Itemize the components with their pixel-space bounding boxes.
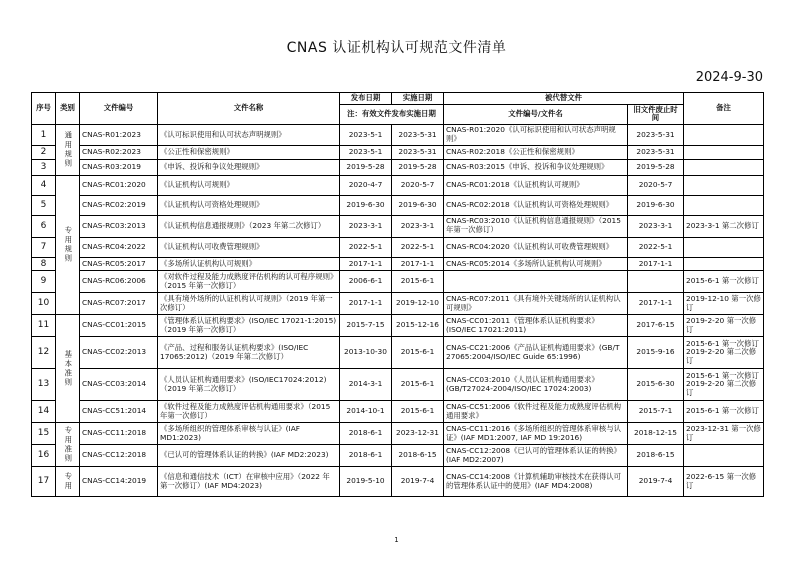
table-row <box>32 159 764 175</box>
document-table <box>31 92 764 497</box>
row-stop-date: 2019-7-4 <box>628 467 684 497</box>
row-seq: 6 <box>32 215 56 237</box>
row-old-doc: CNAS-R03:2015《申诉、投诉和争议处理规则》 <box>444 159 628 175</box>
row-stop-date: 2019-6-30 <box>628 195 684 215</box>
row-stop-date: 2023-5-31 <box>628 145 684 159</box>
row-doc-no: CNAS-CC03:2014 <box>80 369 158 401</box>
row-impl-date: 2023-5-31 <box>392 125 444 145</box>
row-seq: 11 <box>32 315 56 337</box>
row-old-doc: CNAS-RC07:2011《具有境外关键场所的认证机构认可规则》 <box>444 293 628 315</box>
document-date: 2024-9-30 <box>695 70 763 85</box>
page-number: 1 <box>394 536 399 544</box>
table-row <box>32 445 764 467</box>
row-pub-date: 2018-6-1 <box>340 423 392 445</box>
row-stop-date: 2015-9-16 <box>628 337 684 369</box>
row-impl-date: 2019-12-10 <box>392 293 444 315</box>
row-impl-date: 2023-12-31 <box>392 423 444 445</box>
row-impl-date: 2015-6-1 <box>392 337 444 369</box>
header-doc-name: 文件名称 <box>158 93 340 125</box>
row-doc-name: 《认证机构认可资格处理规则》 <box>158 195 340 215</box>
row-impl-date: 2015-6-1 <box>392 401 444 423</box>
row-stop-date: 2019-5-28 <box>628 159 684 175</box>
row-old-doc: CNAS-CC51:2006《软件过程及能力成熟度评估机构通用要求》 <box>444 401 628 423</box>
row-old-doc: CNAS-R02:2018《公正性和保密规则》 <box>444 145 628 159</box>
category-special-rules: 专用规则 <box>56 175 80 315</box>
row-impl-date: 2023-3-1 <box>392 215 444 237</box>
row-impl-date: 2023-5-31 <box>392 145 444 159</box>
row-old-doc <box>444 271 628 293</box>
row-seq: 17 <box>32 467 56 497</box>
row-remark: 2015-6-1 第一次修订 <box>684 401 764 423</box>
row-pub-date: 2015-7-15 <box>340 315 392 337</box>
row-doc-no: CNAS-CC01:2015 <box>80 315 158 337</box>
row-doc-no: CNAS-RC05:2017 <box>80 257 158 271</box>
row-old-doc: CNAS-CC21:2006《产品认证机构通用要求》(GB/T 27065:2004/ISO/IEC Guide 65:1996) <box>444 337 628 369</box>
row-pub-date: 2019-5-10 <box>340 467 392 497</box>
row-pub-date: 2020-4-7 <box>340 175 392 195</box>
table-row <box>32 369 764 401</box>
row-stop-date: 2018-12-15 <box>628 423 684 445</box>
row-remark <box>684 257 764 271</box>
row-impl-date: 2015-12-16 <box>392 315 444 337</box>
row-doc-name: 《多场所认证机构认可规则》 <box>158 257 340 271</box>
row-doc-name: 《已认可的管理体系认证的转换》(IAF MD2:2023) <box>158 445 340 467</box>
row-doc-name: 《软件过程及能力成熟度评估机构通用要求》（2015 年第一次修订） <box>158 401 340 423</box>
row-doc-name: 《对软件过程及能力成熟度评估机构的认可程序规则》（2015 年第一次修订） <box>158 271 340 293</box>
row-seq: 15 <box>32 423 56 445</box>
row-seq: 16 <box>32 445 56 467</box>
row-doc-name: 《申诉、投诉和争议处理规则》 <box>158 159 340 175</box>
row-doc-no: CNAS-RC07:2017 <box>80 293 158 315</box>
row-doc-no: CNAS-RC02:2019 <box>80 195 158 215</box>
table-row <box>32 257 764 271</box>
row-doc-name: 《认证机构认可收费管理规则》 <box>158 237 340 257</box>
row-doc-no: CNAS-RC06:2006 <box>80 271 158 293</box>
table-row <box>32 125 764 145</box>
row-remark <box>684 445 764 467</box>
row-remark: 2023-3-1 第二次修订 <box>684 215 764 237</box>
row-remark: 2019-2-20 第一次修订 <box>684 315 764 337</box>
row-old-doc: CNAS-RC04:2020《认证机构认可收费管理规则》 <box>444 237 628 257</box>
header-replaced-no-name: 文件编号/文件名 <box>444 104 628 124</box>
row-seq: 10 <box>32 293 56 315</box>
row-stop-date <box>628 271 684 293</box>
row-doc-no: CNAS-R03:2019 <box>80 159 158 175</box>
table-row <box>32 315 764 337</box>
row-stop-date: 2023-5-31 <box>628 125 684 145</box>
row-impl-date: 2019-6-30 <box>392 195 444 215</box>
row-pub-date: 2023-5-1 <box>340 125 392 145</box>
row-remark <box>684 145 764 159</box>
row-old-doc: CNAS-R01:2020《认可标识使用和认可状态声明规则》 <box>444 125 628 145</box>
row-doc-name: 《信息和通信技术（ICT）在审核中应用》（2022 年第一次修订）(IAF MD4:2023) <box>158 467 340 497</box>
row-impl-date: 2019-7-4 <box>392 467 444 497</box>
row-doc-name: 《公正性和保密规则》 <box>158 145 340 159</box>
row-doc-name: 《多场所组织的管理体系审核与认证》(IAF MD1:2023) <box>158 423 340 445</box>
row-stop-date: 2023-3-1 <box>628 215 684 237</box>
row-seq: 7 <box>32 237 56 257</box>
category-general: 通用规则 <box>56 125 80 175</box>
table-row <box>32 145 764 159</box>
row-pub-date: 2019-5-28 <box>340 159 392 175</box>
row-pub-date: 2013-10-30 <box>340 337 392 369</box>
row-pub-date: 2017-1-1 <box>340 293 392 315</box>
row-remark <box>684 237 764 257</box>
header-old-stop-date: 旧文件废止时间 <box>628 104 684 124</box>
row-impl-date: 2022-5-1 <box>392 237 444 257</box>
row-stop-date: 2022-5-1 <box>628 237 684 257</box>
row-impl-date: 2015-6-1 <box>392 271 444 293</box>
table-row <box>32 215 764 237</box>
row-seq: 5 <box>32 195 56 215</box>
row-pub-date: 2014-3-1 <box>340 369 392 401</box>
row-remark: 2022-6-15 第一次修订 <box>684 467 764 497</box>
row-doc-name: 《人员认证机构通用要求》(ISO/IEC17024:2012)（2019 年第二次修订） <box>158 369 340 401</box>
header-replaced: 被代替文件 <box>444 93 684 105</box>
row-impl-date: 2017-1-1 <box>392 257 444 271</box>
row-doc-no: CNAS-CC02:2013 <box>80 337 158 369</box>
row-doc-no: CNAS-R02:2023 <box>80 145 158 159</box>
row-seq: 3 <box>32 159 56 175</box>
page-title: CNAS 认证机构认可规范文件清单 <box>286 40 507 56</box>
row-doc-no: CNAS-CC11:2018 <box>80 423 158 445</box>
row-old-doc: CNAS-CC01:2011《管理体系认证机构要求》(ISO/IEC 17021:2011) <box>444 315 628 337</box>
row-doc-no: CNAS-RC03:2013 <box>80 215 158 237</box>
row-remark <box>684 159 764 175</box>
row-remark <box>684 195 764 215</box>
category-basic: 基本准则 <box>56 315 80 423</box>
row-seq: 1 <box>32 125 56 145</box>
row-remark <box>684 175 764 195</box>
row-doc-name: 《产品、过程和服务认证机构要求》(ISO/IEC 17065:2012)（2019 年第二次修订） <box>158 337 340 369</box>
header-pub-date: 发布日期 <box>340 93 392 105</box>
row-remark <box>684 125 764 145</box>
row-doc-no: CNAS-R01:2023 <box>80 125 158 145</box>
row-impl-date: 2015-6-1 <box>392 369 444 401</box>
row-old-doc: CNAS-RC05:2014《多场所认证机构认可规则》 <box>444 257 628 271</box>
row-doc-name: 《具有境外场所的认证机构认可规则》（2019 年第一次修订） <box>158 293 340 315</box>
table-row <box>32 271 764 293</box>
row-stop-date: 2015-6-30 <box>628 369 684 401</box>
row-remark: 2015-6-1 第一次修订 2019-2-20 第二次修订 <box>684 337 764 369</box>
header-doc-no: 文件编号 <box>80 93 158 125</box>
row-doc-no: CNAS-CC51:2014 <box>80 401 158 423</box>
row-doc-no: CNAS-RC04:2022 <box>80 237 158 257</box>
row-impl-date: 2019-5-28 <box>392 159 444 175</box>
row-stop-date: 2015-7-1 <box>628 401 684 423</box>
row-stop-date: 2020-5-7 <box>628 175 684 195</box>
row-doc-name: 《认可标识使用和认可状态声明规则》 <box>158 125 340 145</box>
table-row <box>32 195 764 215</box>
category-special: 专用 <box>56 467 80 497</box>
row-pub-date: 2023-5-1 <box>340 145 392 159</box>
table-row <box>32 175 764 195</box>
row-old-doc: CNAS-RC03:2010《认证机构信息通报规则》（2015 年第一次修订） <box>444 215 628 237</box>
header-category: 类别 <box>56 93 80 125</box>
row-doc-no: CNAS-RC01:2020 <box>80 175 158 195</box>
row-stop-date: 2017-6-15 <box>628 315 684 337</box>
row-seq: 2 <box>32 145 56 159</box>
row-stop-date: 2018-6-15 <box>628 445 684 467</box>
row-impl-date: 2018-6-15 <box>392 445 444 467</box>
row-remark: 2015-6-1 第一次修订 2019-2-20 第二次修订 <box>684 369 764 401</box>
row-pub-date: 2014-10-1 <box>340 401 392 423</box>
row-doc-name: 《认证机构认可规则》 <box>158 175 340 195</box>
row-seq: 14 <box>32 401 56 423</box>
row-old-doc: CNAS-RC01:2018《认证机构认可规则》 <box>444 175 628 195</box>
table-row <box>32 467 764 497</box>
row-seq: 13 <box>32 369 56 401</box>
header-seq: 序号 <box>32 93 56 125</box>
header-note-group: 注：有效文件发布实施日期 <box>340 104 444 124</box>
row-remark: 2019-12-10 第一次修订 <box>684 293 764 315</box>
row-doc-no: CNAS-CC12:2018 <box>80 445 158 467</box>
table-row <box>32 237 764 257</box>
row-remark: 2015-6-1 第一次修订 <box>684 271 764 293</box>
row-old-doc: CNAS-CC12:2008《已认可的管理体系认证的转换》(IAF MD2:2007) <box>444 445 628 467</box>
row-stop-date: 2017-1-1 <box>628 293 684 315</box>
row-old-doc: CNAS-CC11:2016《多场所组织的管理体系审核与认证》(IAF MD1:2007, IAF MD 19:2016) <box>444 423 628 445</box>
row-seq: 9 <box>32 271 56 293</box>
row-old-doc: CNAS-RC02:2018《认证机构认可资格处理规则》 <box>444 195 628 215</box>
row-pub-date: 2017-1-1 <box>340 257 392 271</box>
row-doc-no: CNAS-CC14:2019 <box>80 467 158 497</box>
header-remarks: 备注 <box>684 93 764 125</box>
row-doc-name: 《管理体系认证机构要求》(ISO/IEC 17021-1:2015)（2019 年第一次修订） <box>158 315 340 337</box>
row-pub-date: 2018-6-1 <box>340 445 392 467</box>
row-pub-date: 2019-6-30 <box>340 195 392 215</box>
row-remark: 2023-12-31 第一次修订 <box>684 423 764 445</box>
table-row <box>32 337 764 369</box>
row-old-doc: CNAS-CC03:2010《人员认证机构通用要求》(GB/T27024-2004/ISO/IEC 17024:2003) <box>444 369 628 401</box>
row-old-doc: CNAS-CC14:2008《计算机辅助审核技术在获得认可的管理体系认证中的使用》(IAF MD4:2008) <box>444 467 628 497</box>
row-seq: 8 <box>32 257 56 271</box>
row-doc-name: 《认证机构信息通报规则》（2023 年第二次修订） <box>158 215 340 237</box>
table-row <box>32 423 764 445</box>
row-pub-date: 2023-3-1 <box>340 215 392 237</box>
row-pub-date: 2022-5-1 <box>340 237 392 257</box>
category-special-req: 专用准则 <box>56 423 80 467</box>
row-seq: 12 <box>32 337 56 369</box>
table-row <box>32 401 764 423</box>
row-stop-date: 2017-1-1 <box>628 257 684 271</box>
table-row <box>32 293 764 315</box>
row-impl-date: 2020-5-7 <box>392 175 444 195</box>
row-seq: 4 <box>32 175 56 195</box>
row-pub-date: 2006-6-1 <box>340 271 392 293</box>
header-impl-date: 实施日期 <box>392 93 444 105</box>
